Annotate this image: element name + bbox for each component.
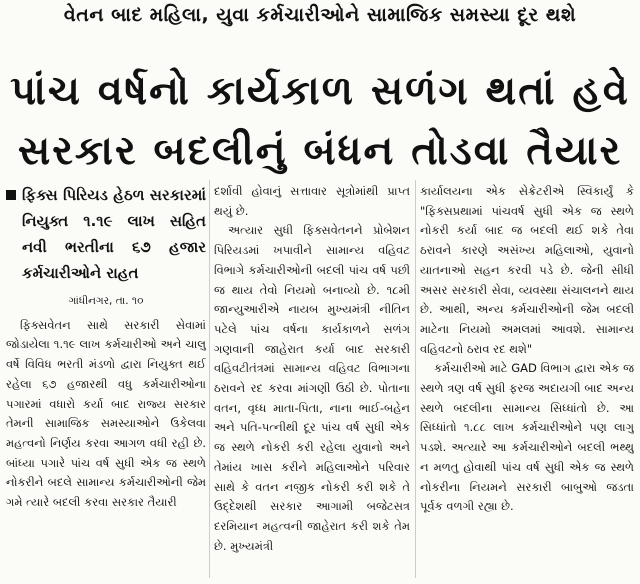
body-paragraph: દર્શાવી હોવાનું સત્તાવાર સૂત્રોમાંથી પ્રાપ્ત થયું છે. (214, 184, 410, 218)
body-paragraph: કર્મચારીઓ માટે GAD વિભાગ દ્વારા એક જ સ્થળે ત્રણ વર્ષ સુધી ફરજ અદાયગી બાદ અન્ય સ્થળે બદલીના સામાન્ય સિધ્ધાંતો છે. આ સિધ્ધાંતો ૧.૮૮ લાખ કર્મચારીઓને પણ લાગુ પડશે. અત્યારે આ કર્મચારીઓને બદલી ભથ્થુ ન મળતુ હોવાથી પાંચ વર્ષ સુધી એક જ સ્થળે નોકરીના નિયમને સરકારી બાબુઓ જડતા પૂર્વક વળગી રહ્યા છે. (420, 361, 634, 514)
column-divider (415, 180, 416, 578)
article-column-1 (6, 182, 206, 578)
dateline: ગાંધીનગર, તા. ૧૦ (68, 295, 144, 307)
subheadline-text: ફિક્સ પિરિયડ હેઠળ સરકારમાં નિયુક્ત ૧.૧૯ લાખ સહિત નવી ભરતીના ૬૭ હજાર કર્મચારીઓને રાહત (22, 186, 206, 282)
headline-line-1: પાંચ વર્ષનો કાર્યકાળ સળંગ થતાં હવે (10, 68, 630, 114)
square-bullet-icon (6, 190, 16, 200)
column-divider (209, 180, 210, 578)
body-paragraph: અત્યાર સુધી ફિક્સવેતનને પ્રોબેશન પિરિયડમાં ખપાવીને સામાન્ય વહિવટ વિભાગે કર્મચારીઓની બદલી પાંચ વર્ષ પછી જ થાય તેવો નિયમો બનાવ્યો છે. ૧૮મી જાન્યુઆરીએ નાયબ મુખ્યમંત્રી નીતિન પટેલે પાંચ વર્ષના કાર્યકાળને સળંગ ગણવાની જાહેરાત કર્યા બાદ સરકારી વહિવટીતંત્રમાં સામાન્ય વહિવટ વિભાગના ઠરાવને રદ કરવા માંગણી ઉઠી છે. પોતાના વતન, વૃધ્ધ માતા-પિતા, નાના ભાઈ-બહેન અને પતિ-પત્નીથી દૂર પાંચ વર્ષ સુધી એક જ સ્થળે નોકરી કરી રહેલા યુવાનો અને તેમાંય ખાસ કરીને મહિલાઓને પરિવાર સાથે કે વતન નજીક નોકરી કરી શકે તે ઉદ્દેશથી સરકાર આગામી બજેટસત્ર દરમિયાન મહત્વની જાહેરાત કરી શકે તેમ છે. મુખ્યમંત્રી (214, 223, 410, 553)
body-paragraph: કાર્યાલયના એક સેક્રેટરીએ સ્વિકાર્યું કે "ફિક્સપ્રથામાં પાંચવર્ષ સુધી એક જ સ્થળે નોકરી કર્યા બાદ જ બદલી થઈ શકે તેવા ઠરાવને કારણે અસંખ્ય મહિલાઓ, યુવાનો યાતનાઓ સહન કરવી પડે છે. જેની સીધી અસર સરકારી સેવા, વ્યવસ્થા સંચાલનને થાય છે. આથી, અન્ય કર્મચારીઓની જેમ બદલી માટેના નિયમો અમલમાં આવશે. સામાન્ય વહિવટનો ઠરાવ રદ થશે" (420, 184, 634, 356)
subheadline (6, 182, 206, 286)
headline-line-2: સરકાર બદલીનું બંધન તોડવા તૈયાર (17, 128, 623, 174)
body-paragraph: ફિક્સવેતન સાથે સરકારી સેવામાં જોડાયેલા ૧.૧૯ લાખ કર્મચારીઓ અને ચાલુ વર્ષે વિવિધ ભરતી મંડળો દ્વારા નિયુક્ત થઈ રહેલા ૬૭ હજારથી વધુ કર્મચારીઓના પગારમાં વધારો કર્યા બાદ રાજ્ય સરકાર તેમની સામાજિક સમસ્યાઓને ઉકેલવા મહત્વનો નિર્ણય કરવા આગળ વધી રહી છે. બાંધ્યા પગારે પાંચ વર્ષ સુધી એક જ સ્થળે નોકરીને બદલે સામાન્ય કર્મચારીઓની જેમ ગમે ત્યારે બદલી કરવા સરકાર તૈયારી (6, 317, 206, 510)
article-column-3 (420, 182, 634, 578)
article-column-2 (214, 182, 410, 578)
kicker: વેતન બાદ મહિલા, યુવા કર્મચારીઓને સામાજિક સમસ્યા દૂર થશે (63, 4, 577, 26)
